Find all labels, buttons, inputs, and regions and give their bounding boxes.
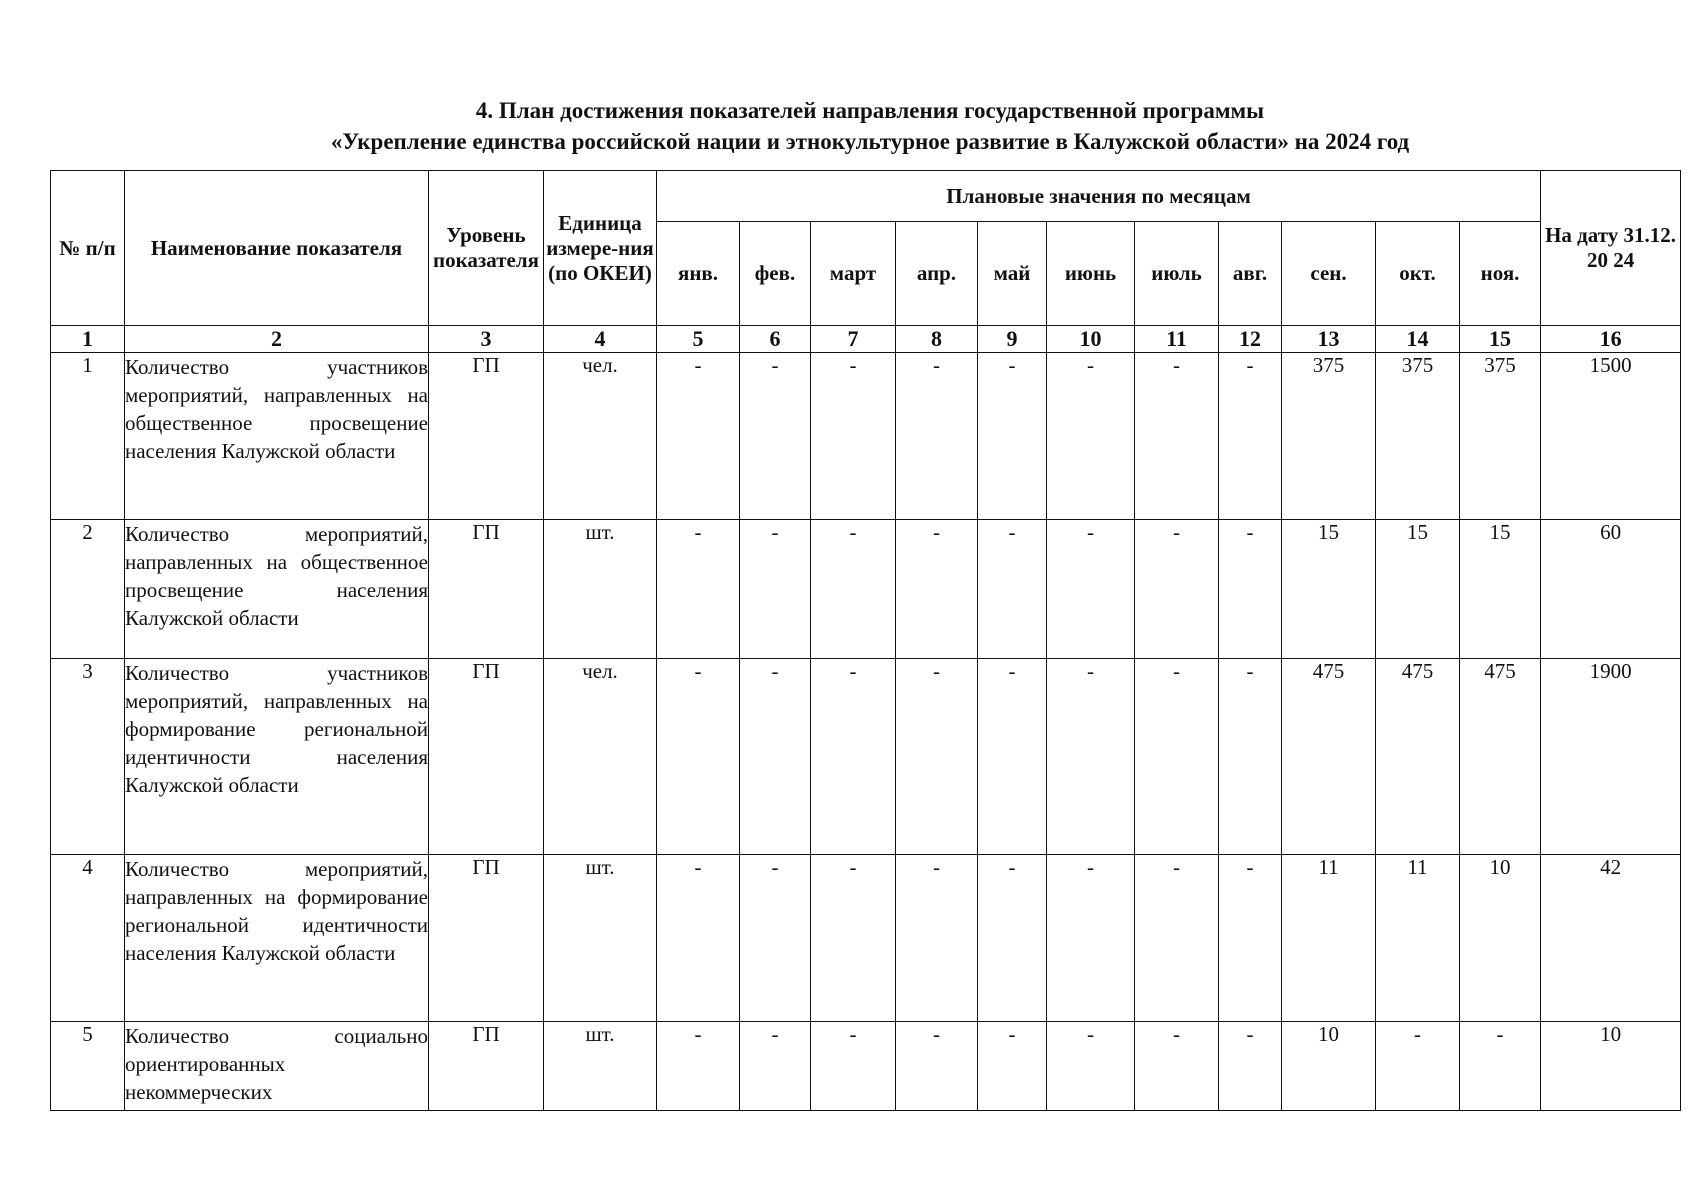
table-row (51, 659, 1681, 855)
row-number: 2 (51, 520, 125, 659)
header-unit: Единица измере-ния (по ОКЕИ) (544, 171, 657, 326)
month-value: - (811, 855, 896, 1022)
indicator-level: ГП (429, 855, 544, 1022)
month-value: 375 (1282, 353, 1376, 520)
header-level: Уровень показателя (429, 171, 544, 326)
month-value: - (896, 659, 978, 855)
header-month: янв. (657, 222, 740, 326)
indicator-name: Количество мероприятий, направленных на формирование региональной идентичности населения Калужской области (125, 855, 429, 1022)
month-value: - (1047, 353, 1135, 520)
column-number: 2 (125, 326, 429, 353)
row-number: 1 (51, 353, 125, 520)
month-value: - (1047, 659, 1135, 855)
column-number: 11 (1135, 326, 1219, 353)
month-value: 15 (1460, 520, 1541, 659)
indicator-name: Количество участников мероприятий, направленных на общественное просвещение населения Калужской области (125, 353, 429, 520)
month-value: - (657, 1022, 740, 1111)
month-value: 475 (1282, 659, 1376, 855)
month-value: - (657, 520, 740, 659)
month-value: - (896, 855, 978, 1022)
month-value: - (811, 353, 896, 520)
total-value: 42 (1541, 855, 1681, 1022)
header-month: окт. (1376, 222, 1460, 326)
row-number: 5 (51, 1022, 125, 1111)
column-number: 8 (896, 326, 978, 353)
column-number: 13 (1282, 326, 1376, 353)
header-row (51, 171, 1681, 222)
column-number: 9 (978, 326, 1047, 353)
month-value: 15 (1282, 520, 1376, 659)
plan-table (50, 170, 1681, 1111)
month-value: 15 (1376, 520, 1460, 659)
month-value: - (657, 353, 740, 520)
indicator-unit: шт. (544, 855, 657, 1022)
indicator-name: Количество социально ориентированных некоммерческих (125, 1022, 429, 1111)
table-row (51, 520, 1681, 659)
column-number: 4 (544, 326, 657, 353)
column-number: 6 (740, 326, 811, 353)
header-planned-by-month: Плановые значения по месяцам (657, 171, 1541, 222)
indicator-name: Количество участников мероприятий, направленных на формирование региональной идентичности населения Калужской области (125, 659, 429, 855)
indicator-unit: чел. (544, 353, 657, 520)
month-value: - (1135, 520, 1219, 659)
month-value: - (978, 1022, 1047, 1111)
month-value: - (740, 855, 811, 1022)
month-value: 10 (1460, 855, 1541, 1022)
month-value: - (978, 659, 1047, 855)
indicator-unit: шт. (544, 520, 657, 659)
header-month: май (978, 222, 1047, 326)
month-value: - (740, 353, 811, 520)
month-value: 11 (1376, 855, 1460, 1022)
header-month: сен. (1282, 222, 1376, 326)
month-value: - (1219, 659, 1282, 855)
table-row (51, 855, 1681, 1022)
month-value: - (1376, 1022, 1460, 1111)
total-value: 1500 (1541, 353, 1681, 520)
month-value: - (1047, 855, 1135, 1022)
total-value: 10 (1541, 1022, 1681, 1111)
month-value: 11 (1282, 855, 1376, 1022)
indicator-level: ГП (429, 520, 544, 659)
month-value: 475 (1460, 659, 1541, 855)
row-number: 4 (51, 855, 125, 1022)
header-month: авг. (1219, 222, 1282, 326)
indicator-level: ГП (429, 659, 544, 855)
column-number: 12 (1219, 326, 1282, 353)
month-value: - (1135, 855, 1219, 1022)
month-value: - (740, 520, 811, 659)
column-number: 10 (1047, 326, 1135, 353)
header-name: Наименование показателя (125, 171, 429, 326)
month-value: 375 (1460, 353, 1541, 520)
month-value: - (811, 659, 896, 855)
month-value: - (811, 1022, 896, 1111)
month-value: - (1460, 1022, 1541, 1111)
month-value: - (657, 855, 740, 1022)
month-value: - (896, 1022, 978, 1111)
month-value: 10 (1282, 1022, 1376, 1111)
document-subtitle: «Укрепление единства российской нации и этнокультурное развитие в Калужской области» на 2024 год (330, 129, 1410, 154)
month-value: - (811, 520, 896, 659)
month-value: - (896, 520, 978, 659)
column-number: 5 (657, 326, 740, 353)
column-number: 3 (429, 326, 544, 353)
table-row (51, 1022, 1681, 1111)
column-number: 1 (51, 326, 125, 353)
month-value: 475 (1376, 659, 1460, 855)
column-number: 16 (1541, 326, 1681, 353)
header-month: апр. (896, 222, 978, 326)
indicator-unit: чел. (544, 659, 657, 855)
indicator-unit: шт. (544, 1022, 657, 1111)
total-value: 1900 (1541, 659, 1681, 855)
table-row (51, 353, 1681, 520)
month-value: - (978, 353, 1047, 520)
month-value: - (978, 855, 1047, 1022)
document-title: 4. План достижения показателей направления государственной программы (475, 98, 1265, 123)
indicator-name: Количество мероприятий, направленных на общественное просвещение населения Калужской области (125, 520, 429, 659)
header-month: фев. (740, 222, 811, 326)
indicator-level: ГП (429, 353, 544, 520)
month-value: - (1047, 520, 1135, 659)
month-value: - (1219, 855, 1282, 1022)
month-value: - (1047, 1022, 1135, 1111)
header-month: март (811, 222, 896, 326)
column-number: 15 (1460, 326, 1541, 353)
total-value: 60 (1541, 520, 1681, 659)
row-number: 3 (51, 659, 125, 855)
header-month: июль (1135, 222, 1219, 326)
month-value: - (740, 659, 811, 855)
month-value: - (1219, 353, 1282, 520)
month-value: 375 (1376, 353, 1460, 520)
month-value: - (896, 353, 978, 520)
header-num: № п/п (51, 171, 125, 326)
header-month: июнь (1047, 222, 1135, 326)
column-number: 7 (811, 326, 896, 353)
month-value: - (1219, 520, 1282, 659)
month-value: - (657, 659, 740, 855)
month-value: - (1135, 659, 1219, 855)
month-value: - (978, 520, 1047, 659)
month-value: - (1135, 353, 1219, 520)
column-number: 14 (1376, 326, 1460, 353)
month-value: - (1135, 1022, 1219, 1111)
header-month: ноя. (1460, 222, 1541, 326)
header-total: На дату 31.12. 20 24 (1541, 171, 1681, 326)
month-value: - (1219, 1022, 1282, 1111)
month-value: - (740, 1022, 811, 1111)
indicator-level: ГП (429, 1022, 544, 1111)
column-number-row (51, 326, 1681, 353)
